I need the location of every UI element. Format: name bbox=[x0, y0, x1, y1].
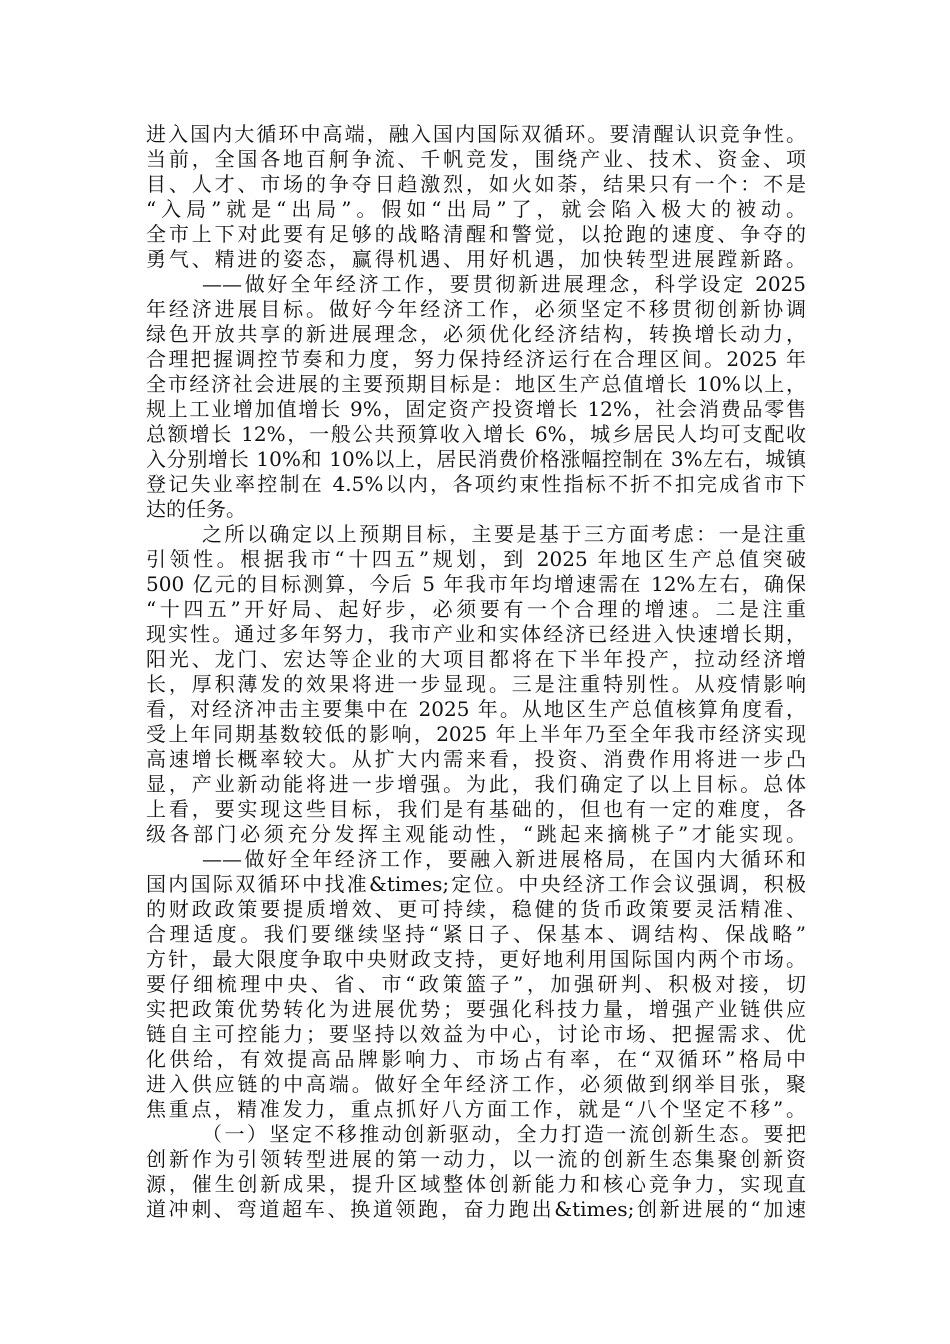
text-line: 当前，全国各地百舸争流、千帆竞发，围绕产业、技术、资金、项 bbox=[146, 147, 806, 171]
text-line: 进入供应链的中高端。做好全年经济工作，必须做到纲举目张，聚 bbox=[146, 1072, 806, 1096]
text-line: 显，产业新动能将进一步增强。为此，我们确定了以上目标。总体 bbox=[146, 772, 806, 796]
text-line: 现实性。通过多年努力，我市产业和实体经济已经进入快速增长期， bbox=[146, 622, 806, 646]
text-line: 看，对经济冲击主要集中在 2025 年。从地区生产总值核算角度看， bbox=[146, 697, 806, 721]
text-line: 全市上下对此要有足够的战略清醒和警觉，以抢跑的速度、争夺的 bbox=[146, 222, 806, 246]
text-line: “入局”就是“出局”。假如“出局”了，就会陷入极大的被动。 bbox=[146, 197, 806, 221]
paragraph-first-line: （一）坚定不移推动创新驱动，全力打造一流创新生态。要把 bbox=[202, 1122, 806, 1146]
text-line: 方针，最大限度争取中央财政支持，更好地利用国际国内两个市场。 bbox=[146, 947, 806, 971]
text-line: 勇气、精进的姿态，赢得机遇、用好机遇，加快转型进展蹚新路。 bbox=[146, 247, 806, 271]
text-line: 焦重点，精准发力，重点抓好八方面工作，就是“八个坚定不移”。 bbox=[146, 1097, 806, 1121]
text-line: 入分别增长 10%和 10%以上，居民消费价格涨幅控制在 3%左右，城镇 bbox=[146, 447, 806, 471]
text-line: 要仔细梳理中央、省、市“政策篮子”，加强研判、积极对接，切 bbox=[146, 972, 806, 996]
text-line: 规上工业增加值增长 9%，固定资产投资增长 12%，社会消费品零售 bbox=[146, 397, 806, 421]
text-line: 绿色开放共享的新进展理念，必须优化经济结构，转换增长动力， bbox=[146, 322, 806, 346]
text-line: 总额增长 12%，一般公共预算收入增长 6%，城乡居民人均可支配收 bbox=[146, 422, 806, 446]
paragraph-first-line: ——做好全年经济工作，要融入新进展格局，在国内大循环和 bbox=[202, 847, 806, 871]
paragraph-first-line: ——做好全年经济工作，要贯彻新进展理念，科学设定 2025 bbox=[202, 272, 806, 296]
text-line: 创新作为引领转型进展的第一动力，以一流的创新生态集聚创新资 bbox=[146, 1147, 806, 1171]
text-line: 的财政政策要提质增效、更可持续，稳健的货币政策要灵活精准、 bbox=[146, 897, 806, 921]
text-line: 化供给，有效提高品牌影响力、市场占有率，在“双循环”格局中 bbox=[146, 1047, 806, 1071]
text-line: 长，厚积薄发的效果将进一步显现。三是注重特别性。从疫情影响 bbox=[146, 672, 806, 696]
text-line: 年经济进展目标。做好今年经济工作，必须坚定不移贯彻创新协调 bbox=[146, 297, 806, 321]
text-line: 进入国内大循环中高端，融入国内国际双循环。要清醒认识竞争性。 bbox=[146, 122, 806, 146]
document-body bbox=[146, 122, 806, 1222]
text-line: 上看，要实现这些目标，我们是有基础的，但也有一定的难度，各 bbox=[146, 797, 806, 821]
text-line: 级各部门必须充分发挥主观能动性，“跳起来摘桃子”才能实现。 bbox=[146, 822, 806, 846]
text-line: 受上年同期基数较低的影响，2025 年上半年乃至全年我市经济实现 bbox=[146, 722, 806, 746]
text-line: “十四五”开好局、起好步，必须要有一个合理的增速。二是注重 bbox=[146, 597, 806, 621]
paragraph-last-line: 达的任务。 bbox=[146, 497, 246, 521]
text-line: 全市经济社会进展的主要预期目标是：地区生产总值增长 10%以上， bbox=[146, 372, 806, 396]
paragraph-first-line: 之所以确定以上预期目标，主要是基于三方面考虑：一是注重 bbox=[202, 522, 806, 546]
text-line: 高速增长概率较大。从扩大内需来看，投资、消费作用将进一步凸 bbox=[146, 747, 806, 771]
text-line: 源，催生创新成果，提升区域整体创新能力和核心竞争力，实现直 bbox=[146, 1172, 806, 1196]
text-line: 国内国际双循环中找准&times;定位。中央经济工作会议强调，积极 bbox=[146, 872, 806, 896]
text-line: 合理把握调控节奏和力度，努力保持经济运行在合理区间。2025 年 bbox=[146, 347, 806, 371]
text-line: 引领性。根据我市“十四五”规划，到 2025 年地区生产总值突破 bbox=[146, 547, 806, 571]
text-line: 阳光、龙门、宏达等企业的大项目都将在下半年投产，拉动经济增 bbox=[146, 647, 806, 671]
text-line: 实把政策优势转化为进展优势；要强化科技力量，增强产业链供应 bbox=[146, 997, 806, 1021]
text-line: 500 亿元的目标测算，今后 5 年我市年均增速需在 12%左右，确保 bbox=[146, 572, 806, 596]
text-line: 链自主可控能力；要坚持以效益为中心，讨论市场、把握需求、优 bbox=[146, 1022, 806, 1046]
text-line: 目、人才、市场的争夺日趋激烈，如火如荼，结果只有一个：不是 bbox=[146, 172, 806, 196]
text-line: 登记失业率控制在 4.5%以内，各项约束性指标不折不扣完成省市下 bbox=[146, 472, 806, 496]
text-line: 合理适度。我们要继续坚持“紧日子、保基本、调结构、保战略” bbox=[146, 922, 806, 946]
text-line: 道冲刺、弯道超车、换道领跑，奋力跑出&times;创新进展的“加速 bbox=[146, 1197, 806, 1221]
